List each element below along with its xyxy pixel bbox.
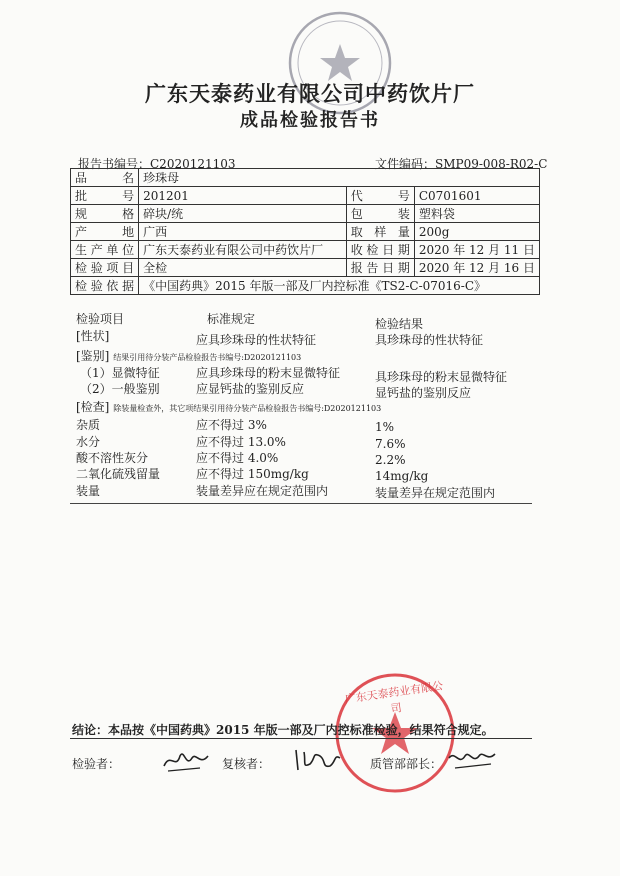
basis-value: 《中国药典》2015 年版一部及厂内控标准《TS2-C-07016-C》 <box>139 277 540 295</box>
col-result-header: 检验结果 <box>375 317 424 331</box>
conclusion: 结论：本品按《中国药典》2015 年版一部及厂内控标准检验，结果符合规定。 <box>72 723 494 737</box>
check-row-name: 二氧化硫残留量 <box>76 467 161 481</box>
check-row-result: 2.2% <box>375 453 406 467</box>
property-section: [性状] <box>76 329 110 343</box>
ident2-standard: 应显钙盐的鉴别反应 <box>196 382 305 396</box>
ident2-name: （2）一般鉴别 <box>80 382 160 396</box>
qa-label: 质管部部长： <box>370 757 443 771</box>
ident1-standard: 应具珍珠母的粉末显微特征 <box>196 366 341 380</box>
sample-label: 取 样 量 <box>346 223 414 241</box>
product-info-table <box>70 168 540 295</box>
report-date-label: 报告日期 <box>346 259 414 277</box>
check-row-name: 酸不溶性灰分 <box>76 451 149 465</box>
basis-label: 检验依据 <box>71 277 139 295</box>
reviewer-signature <box>290 744 345 776</box>
producer-label: 生产单位 <box>71 241 139 259</box>
check-row-result: 装量差异在规定范围内 <box>375 486 496 500</box>
seal-text: 广东天泰药业有限公司 <box>344 679 444 716</box>
package-value: 塑料袋 <box>414 205 539 223</box>
identification-head: [鉴别] <box>76 349 110 363</box>
receive-date-value: 2020 年 12 月 11 日 <box>414 241 539 259</box>
check-row-result: 1% <box>375 420 395 434</box>
property-result: 具珍珠母的性状特征 <box>375 333 484 347</box>
inspector-signature <box>160 744 215 776</box>
code-value: C0701601 <box>414 187 539 205</box>
ident1-result: 具珍珠母的粉末显微特征 <box>375 370 508 384</box>
reviewer-label: 复核者： <box>222 757 271 771</box>
check-row-standard: 应不得过 4.0% <box>196 451 279 465</box>
results-divider <box>70 503 532 504</box>
check-note: 除装量检查外，其它项结果引用待分装产品检验报告书编号:D2020121103 <box>113 404 382 413</box>
item-label: 检验项目 <box>71 259 139 277</box>
batch-label: 批 号 <box>71 187 139 205</box>
check-row-standard: 应不得过 13.0% <box>196 435 286 449</box>
spec-value: 碎块/统 <box>139 205 347 223</box>
conclusion-divider <box>70 738 532 739</box>
producer-value: 广东天泰药业有限公司中药饮片厂 <box>139 241 347 259</box>
col-item-header: 检验项目 <box>76 312 125 326</box>
spec-label: 规 格 <box>71 205 139 223</box>
check-row-name: 杂质 <box>76 418 101 432</box>
qa-signature <box>445 744 500 776</box>
col-standard-header: 标准规定 <box>207 312 256 326</box>
sample-value: 200g <box>414 223 539 241</box>
check-section <box>76 398 381 415</box>
identification-note: 结果引用待分装产品检验报告书编号:D2020121103 <box>113 353 302 362</box>
origin-value: 广西 <box>139 223 347 241</box>
report-number: 报告书编号：C2020121103 <box>78 157 236 171</box>
check-row-name: 水分 <box>76 435 101 449</box>
ident1-name: （1）显微特征 <box>80 366 160 380</box>
check-row-result: 7.6% <box>375 437 406 451</box>
check-head: [检查] <box>76 400 110 414</box>
identification-section <box>76 347 301 364</box>
property-standard: 应具珍珠母的性状特征 <box>196 333 317 347</box>
batch-value: 201201 <box>139 187 347 205</box>
package-label: 包 装 <box>346 205 414 223</box>
origin-label: 产 地 <box>71 223 139 241</box>
check-row-result: 14mg/kg <box>375 469 429 483</box>
report-date-value: 2020 年 12 月 16 日 <box>414 259 539 277</box>
report-title: 成品检验报告书 <box>240 110 380 131</box>
check-row-standard: 应不得过 150mg/kg <box>196 467 309 481</box>
inspector-label: 检验者： <box>72 757 121 771</box>
code-label: 代 号 <box>346 187 414 205</box>
ident2-result: 显钙盐的鉴别反应 <box>375 386 472 400</box>
check-row-standard: 装量差异应在规定范围内 <box>196 484 329 498</box>
receive-date-label: 收检日期 <box>346 241 414 259</box>
product-value: 珍珠母 <box>139 169 540 187</box>
file-number: 文件编码：SMP09-008-R02-C <box>375 157 548 171</box>
company-title: 广东天泰药业有限公司中药饮片厂 <box>145 81 475 106</box>
check-row-standard: 应不得过 3% <box>196 418 267 432</box>
product-label: 品 名 <box>71 169 139 187</box>
check-row-name: 装量 <box>76 484 101 498</box>
item-value: 全检 <box>139 259 347 277</box>
